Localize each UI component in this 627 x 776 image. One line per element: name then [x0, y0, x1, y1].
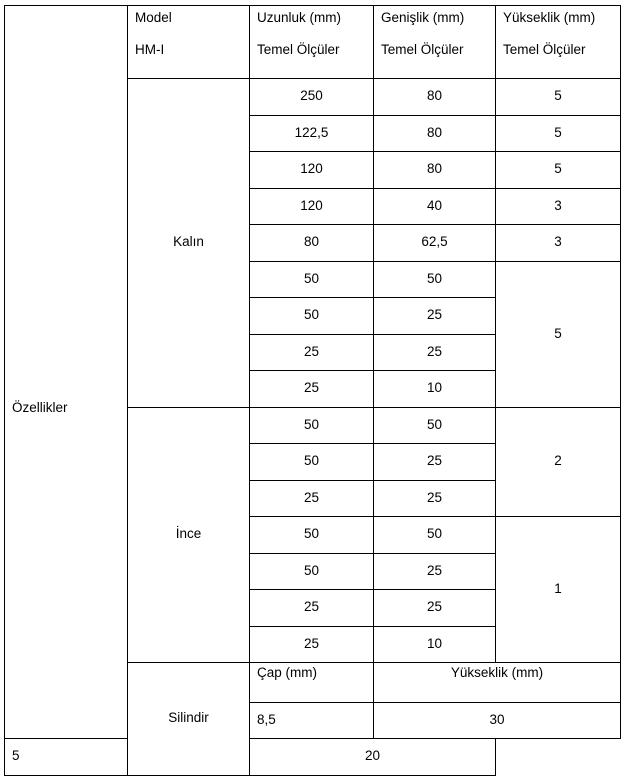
height-cell: 5	[496, 115, 621, 152]
kalin-label: Kalın	[173, 234, 204, 250]
width-cell: 50	[374, 407, 496, 444]
table-row	[5, 79, 621, 116]
length-cell: 80	[250, 225, 374, 262]
width-cell: 25	[374, 444, 496, 481]
length-label: Uzunluk (mm)	[257, 10, 342, 25]
height-cell: 5	[496, 152, 621, 189]
height-cell: 3	[496, 188, 621, 225]
silindir-height-cell: 30	[374, 702, 621, 739]
width-label: Genişlik (mm)	[381, 10, 465, 25]
length-cell: 120	[250, 188, 374, 225]
length-cell: 250	[250, 79, 374, 116]
merged-height-cell: 5	[496, 261, 621, 407]
ince-label: İnce	[175, 526, 202, 542]
width-cell: 25	[374, 298, 496, 335]
height-header-cell	[496, 6, 621, 79]
diameter-header-cell: Çap (mm)	[250, 663, 374, 703]
silindir-height-cell: 20	[250, 739, 496, 776]
height-label: Yükseklik (mm)	[503, 10, 596, 25]
width-header-cell	[374, 6, 496, 79]
empty-corner-cell	[5, 6, 128, 79]
header-row	[5, 6, 621, 79]
height-cell: 5	[496, 79, 621, 116]
length-cell: 25	[250, 590, 374, 627]
length-cell: 122,5	[250, 115, 374, 152]
length-cell: 50	[250, 553, 374, 590]
diameter-cell: 8,5	[250, 702, 374, 739]
length-cell: 50	[250, 517, 374, 554]
width-cell: 25	[374, 590, 496, 627]
model-label: Model	[135, 10, 172, 25]
length-cell: 120	[250, 152, 374, 189]
length-cell: 50	[250, 407, 374, 444]
row-group-label-cell	[5, 79, 128, 739]
width-cell: 50	[374, 261, 496, 298]
table-row	[5, 739, 621, 776]
length-cell: 25	[250, 480, 374, 517]
width-cell: 80	[374, 115, 496, 152]
width-cell: 40	[374, 188, 496, 225]
merged-height-cell: 2	[496, 407, 621, 517]
length-sub-label: Temel Ölçüler	[257, 41, 340, 57]
length-cell: 50	[250, 261, 374, 298]
height-sub-label: Temel Ölçüler	[503, 41, 586, 57]
width-cell: 80	[374, 152, 496, 189]
width-cell: 80	[374, 79, 496, 116]
length-header-cell	[250, 6, 374, 79]
width-cell: 25	[374, 480, 496, 517]
width-cell: 62,5	[374, 225, 496, 262]
model-header-cell	[128, 6, 250, 79]
diameter-cell: 5	[5, 739, 128, 776]
width-sub-label: Temel Ölçüler	[381, 41, 464, 57]
row-group-label: Özellikler	[12, 399, 68, 415]
width-cell: 10	[374, 626, 496, 663]
kalin-label-cell	[128, 79, 250, 408]
width-cell: 25	[374, 553, 496, 590]
silindir-height-header-cell: Yükseklik (mm)	[374, 663, 621, 703]
length-cell: 25	[250, 334, 374, 371]
width-cell: 25	[374, 334, 496, 371]
length-cell: 25	[250, 371, 374, 408]
model-value: HM-I	[135, 41, 165, 57]
length-cell: 25	[250, 626, 374, 663]
ince-label-cell	[128, 407, 250, 663]
width-cell: 10	[374, 371, 496, 408]
silindir-label: Silindir	[168, 710, 209, 726]
length-cell: 50	[250, 298, 374, 335]
specification-table	[4, 5, 621, 776]
width-cell: 50	[374, 517, 496, 554]
length-cell: 50	[250, 444, 374, 481]
silindir-label-cell	[128, 663, 250, 776]
merged-height-cell: 1	[496, 517, 621, 663]
height-cell: 3	[496, 225, 621, 262]
